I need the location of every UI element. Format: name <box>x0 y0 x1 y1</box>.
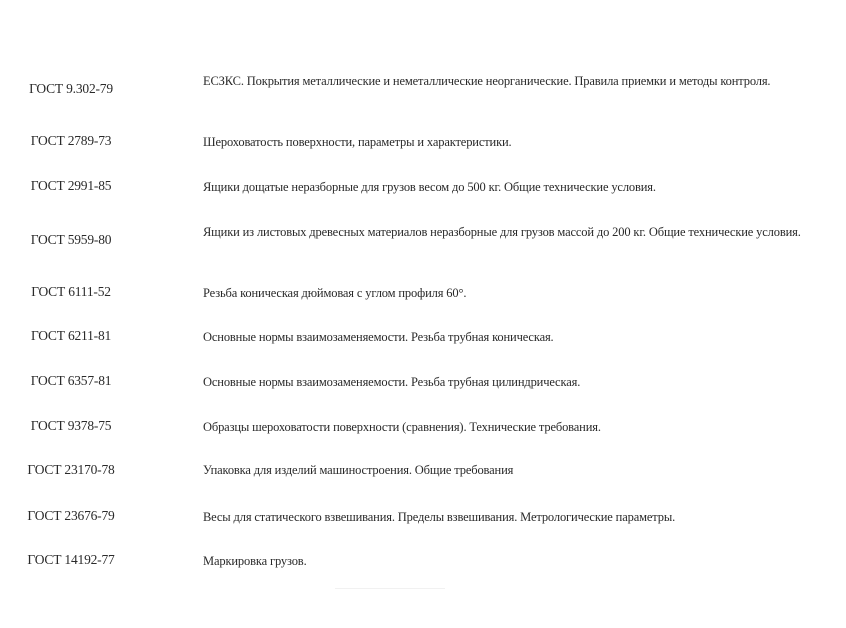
standard-description: Резьба коническая дюймовая с углом профиля 60°. <box>203 286 467 300</box>
standard-code: ГОСТ 2991-85 <box>30 178 112 193</box>
standard-code: ГОСТ 23170-78 <box>27 462 115 477</box>
standard-description: Упаковка для изделий машиностроения. Общие требования <box>203 463 514 477</box>
standard-code: ГОСТ 9378-75 <box>30 418 112 433</box>
standard-code: ГОСТ 6357-81 <box>30 373 112 388</box>
standard-code: ГОСТ 2789-73 <box>30 133 112 148</box>
standard-description: Маркировка грузов. <box>203 554 307 568</box>
standard-description: ЕСЗКС. Покрытия металлические и неметаллические неорганические. Правила приемки и методы контроля. <box>203 74 771 88</box>
standard-code: ГОСТ 6111-52 <box>31 284 111 299</box>
page-divider <box>335 588 445 589</box>
standard-description: Весы для статического взвешивания. Пределы взвешивания. Метрологические параметры. <box>203 510 676 524</box>
standard-description: Основные нормы взаимозаменяемости. Резьба трубная коническая. <box>203 330 554 344</box>
standard-description: Ящики дощатые неразборные для грузов весом до 500 кг. Общие технические условия. <box>203 180 656 194</box>
standard-description: Образцы шероховатости поверхности (сравнения). Технические требования. <box>203 420 601 434</box>
standard-code: ГОСТ 14192-77 <box>27 552 115 567</box>
standard-description: Ящики из листовых древесных материалов неразборные для грузов массой до 200 кг. Общие технические условия. <box>203 225 801 239</box>
standard-description: Основные нормы взаимозаменяемости. Резьба трубная цилиндрическая. <box>203 375 581 389</box>
standard-description: Шероховатость поверхности, параметры и характеристики. <box>203 135 512 149</box>
standard-code: ГОСТ 23676-79 <box>27 508 115 523</box>
standard-code: ГОСТ 6211-81 <box>30 328 112 343</box>
standard-code: ГОСТ 9.302-79 <box>29 81 113 96</box>
standard-code: ГОСТ 5959-80 <box>30 232 112 247</box>
